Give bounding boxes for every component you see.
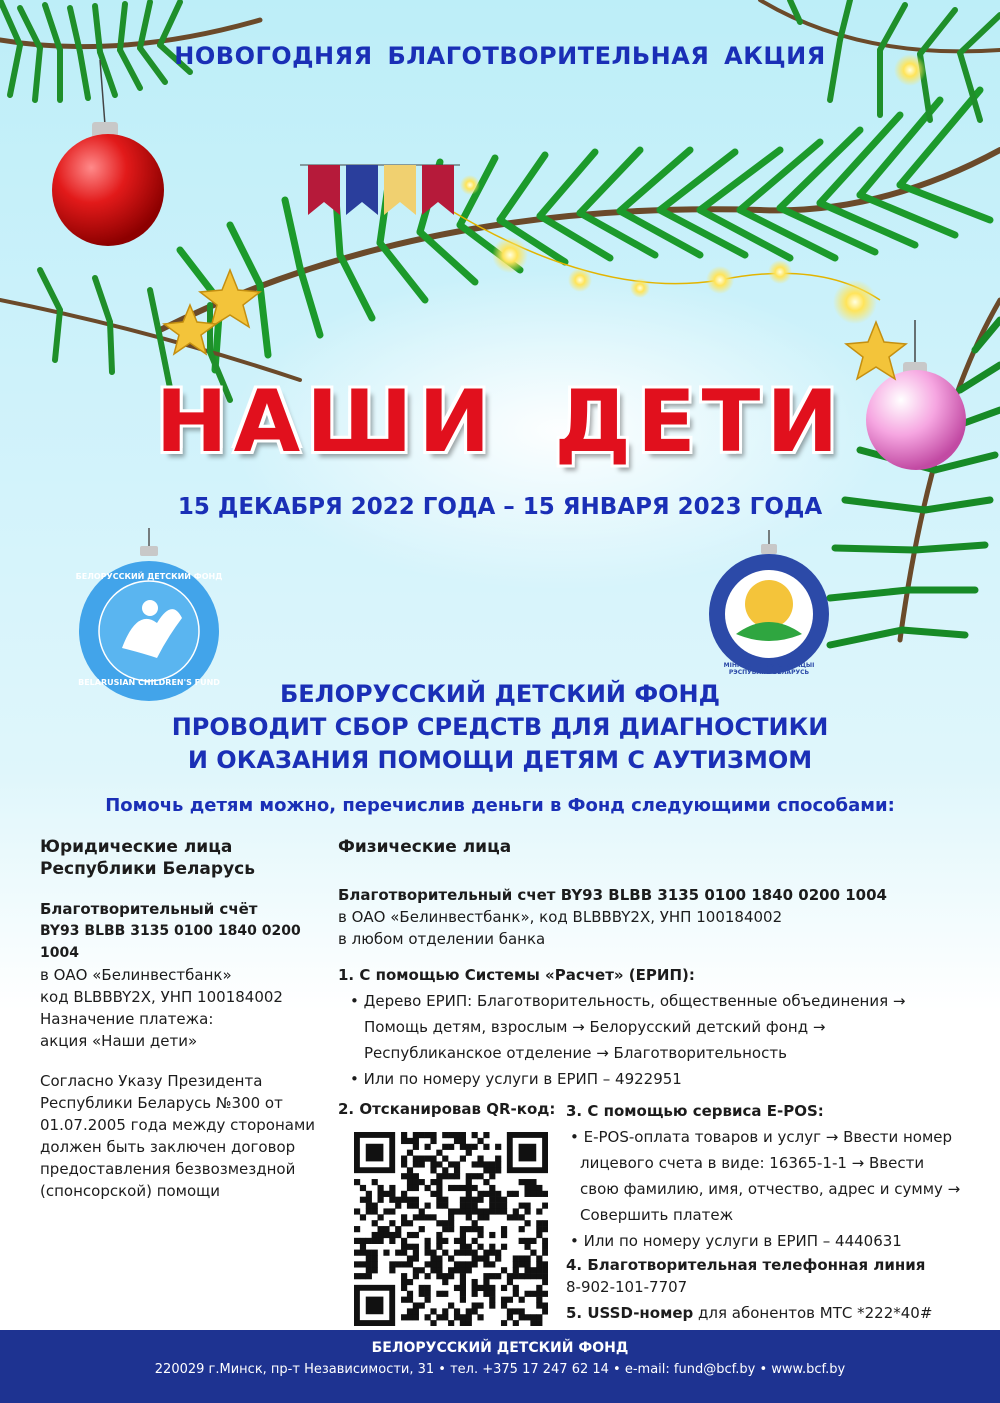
announcement-block [0,678,1000,777]
legal-purpose-label: Назначение платежа: [40,1010,214,1028]
legal-account-label: Благотворительный счёт [40,900,258,918]
method-1-line: Дерево ЕРИП: Благотворительность, общественные объединения → [363,992,906,1010]
legal-codes: код BLBBBY2X, УНП 100184002 [40,988,283,1006]
legal-decree-line: Республики Беларусь №300 от [40,1094,283,1112]
method-4-title: 4. Благотворительная телефонная линия [566,1256,926,1274]
legal-heading-2: Республики Беларусь [40,859,255,879]
legal-account-number: BY93 BLBB 3135 0100 1840 0200 1004 [40,923,301,961]
method-1-bullet-1: • Дерево ЕРИП: Благотворительность, общественные объединения → Помощь детям, взрослым → Белорусский детский фонд → Республиканское отделение → Благотворительность [338,990,968,1064]
belarusian-childrens-fund-logo [62,528,236,702]
bunting-flags [300,165,460,215]
legal-heading-1: Юридические лица [40,837,233,857]
announcement-line-1: БЕЛОРУССКИЙ ДЕТСКИЙ ФОНД [279,680,721,708]
event-top-title: НОВОГОДНЯЯ БЛАГОТВОРИТЕЛЬНАЯ АКЦИЯ [174,42,826,70]
legal-purpose-value: акция «Наши дети» [40,1032,198,1050]
qr-code-icon [354,1132,548,1326]
method-3-title: 3. С помощью сервиса E-POS: [566,1102,824,1120]
legal-entities-section [40,836,330,1202]
legal-decree-line: предоставления безвозмездной [40,1160,296,1178]
individuals-section [338,836,968,1090]
qr-code[interactable] [354,1132,548,1326]
method-3-section: 3. С помощью сервиса E-POS: • E-POS-оплата товаров и услуг → Ввести номер лицевого счета в виде: 16365-1-1 → Ввести свою фамилию, имя, отчество, адрес и сумму → Совершить платеж • Или по номеру услуги в ЕРИП – 4440631 4. Благотворительная телефонная линия 8-902-101-7707 5. USSD-номер для абонентов МТС *222*40# [566,1100,986,1324]
method-3-service-number: Или по номеру услуги в ЕРИП – 4440631 [583,1232,902,1250]
ministry-of-education-logo [704,530,834,680]
fund-logo-emblem-icon [62,528,236,702]
method-4-phone: 8-902-101-7707 [566,1278,688,1296]
method-1-line: Республиканское отделение → Благотворительность [364,1044,787,1062]
fund-logo-top-text: БЕЛОРУССКИЙ ДЕТСКИЙ ФОНД [75,572,223,581]
method-3-line: E-POS-оплата товаров и услуг → Ввести номер [583,1128,953,1146]
legal-decree-line: должен быть заключен договор [40,1138,296,1156]
method-3-line: лицевого счета в виде: 16365-1-1 → Ввести [580,1154,925,1172]
individuals-bank: в ОАО «Белинвестбанк», код BLBBBY2X, УНП 100184002 [338,908,783,926]
method-3-line: Совершить платеж [580,1206,734,1224]
footer-contacts: 220029 г.Минск, пр-т Независимости, 31 • тел. +375 17 247 62 14 • e-mail: fund@bcf.by • www.bcf.by [154,1362,846,1377]
method-5-title: 5. USSD-номер [566,1304,694,1322]
legal-decree-line: 01.07.2005 года между сторонами [40,1116,316,1134]
help-methods-intro: Помочь детям можно, перечислив деньги в Фонд следующими способами: [105,795,895,816]
event-dates: 15 ДЕКАБРЯ 2022 ГОДА – 15 ЯНВАРЯ 2023 ГОДА [177,494,823,520]
method-1-service-number: Или по номеру услуги в ЕРИП – 4922951 [363,1070,682,1088]
ministry-emblem-icon [704,530,834,680]
red-ornament [52,60,164,246]
individuals-heading: Физические лица [338,837,512,857]
method-5-text: для абонентов МТС *222*40# [693,1304,933,1322]
announcement-line-2: ПРОВОДИТ СБОР СРЕДСТВ ДЛЯ ДИАГНОСТИКИ [171,713,829,741]
main-title: НАШИ ДЕТИ [155,372,845,472]
individuals-account: Благотворительный счет BY93 BLBB 3135 0100 1840 0200 1004 [338,886,887,904]
method-1-line: Помощь детям, взрослым → Белорусский детский фонд → [364,1018,826,1036]
legal-decree-line: Согласно Указу Президента [40,1072,263,1090]
method-1-bullet-2: • Или по номеру услуги в ЕРИП – 4922951 [350,1070,682,1088]
individuals-branch: в любом отделении банка [338,930,546,948]
ministry-logo-text: МІНІСТЭРСТВА АДУКАЦЫІ РЭСПУБЛІКІ БЕЛАРУСЬ [723,662,815,676]
method-1-title: 1. С помощью Системы «Расчет» (ЕРИП): [338,966,695,984]
method-2-title: 2. Отсканировав QR-код: [338,1100,556,1118]
method-3-line: свою фамилию, имя, отчество, адрес и сумму → [580,1180,961,1198]
legal-decree-line: (спонсорской) помощи [40,1182,221,1200]
legal-bank: в ОАО «Белинвестбанк» [40,966,232,984]
footer-org-name: БЕЛОРУССКИЙ ДЕТСКИЙ ФОНД [371,1340,629,1356]
fund-logo-bottom-text: BELARUSIAN CHILDREN'S FUND [78,678,220,687]
footer [0,1330,1000,1403]
announcement-line-3: И ОКАЗАНИЯ ПОМОЩИ ДЕТЯМ С АУТИЗМОМ [187,746,813,774]
